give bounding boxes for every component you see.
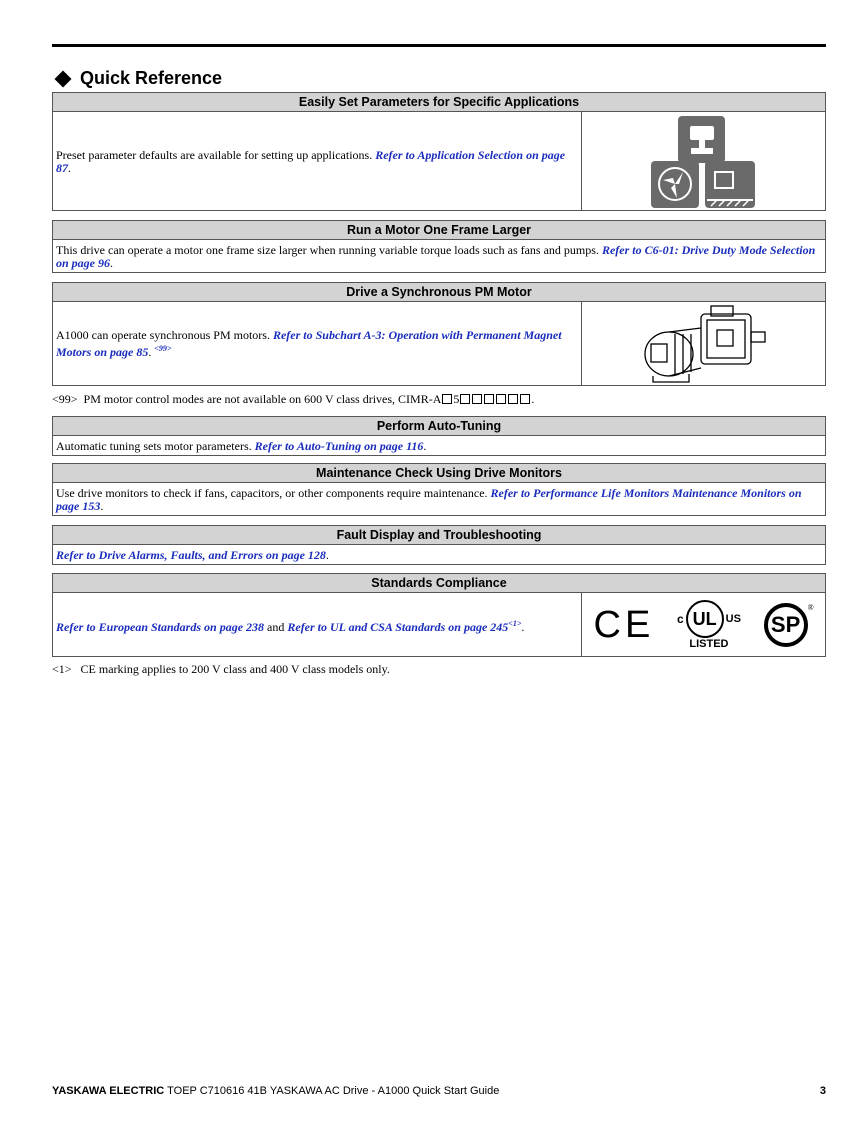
ce-mark-logo: CE [593, 603, 655, 646]
section-maintenance [52, 463, 826, 516]
footnote-99: <99> PM motor control modes are not available on 600 V class drives, CIMR-A 5 . [52, 392, 535, 406]
section-text: Automatic tuning sets motor parameters. Refer to Auto-Tuning on page 116. [56, 438, 427, 453]
page-footer [52, 1085, 826, 1097]
section-header: Perform Auto-Tuning [53, 417, 825, 436]
certification-marks [581, 593, 825, 657]
diamond-bullet-icon [55, 70, 72, 87]
link-european-standards[interactable]: Refer to European Standards on page 238 [56, 619, 265, 634]
footnote-ref-1[interactable]: <1> [508, 618, 522, 628]
page-number: 3 [819, 1085, 826, 1097]
link-pm-motor-subchart[interactable]: Refer to Subchart A-3: Operation with Permanent Magnet Motors on page 85 [56, 328, 562, 359]
section-fault-display [52, 525, 826, 565]
footer-doc: TOEP C710616 41B YASKAWA AC Drive - A1000 Quick Start Guide [164, 1085, 500, 1097]
section-text: A1000 can operate synchronous PM motors. Refer to Subchart A-3: Operation with Permanent Magnet Motors on page 85. $^{<99>}$ [56, 328, 562, 359]
section-text: Use drive monitors to check if fans, capacitors, or other components require maintenance. Refer to Performance Life Monitors Maintenance Monitors on page 153. [56, 485, 802, 513]
section-standards [52, 573, 826, 657]
section-auto-tuning [52, 416, 826, 456]
section-header: Fault Display and Troubleshooting [53, 526, 825, 545]
section-header: Maintenance Check Using Drive Monitors [53, 464, 825, 483]
footnote-1: <1> CE marking applies to 200 V class and 400 V class models only. [52, 662, 390, 676]
section-frame-larger [52, 220, 826, 273]
link-maintenance-monitors[interactable]: Refer to Performance Life Monitors Maintenance Monitors on page 153 [56, 485, 802, 513]
section-header: Easily Set Parameters for Specific Applications [53, 93, 825, 112]
link-auto-tuning[interactable]: Refer to Auto-Tuning on page 116 [254, 438, 424, 453]
section-header: Standards Compliance [53, 574, 825, 593]
section-text: Refer to European Standards on page 238 and Refer to UL and CSA Standards on page 245$^{<1>}$. [56, 618, 525, 634]
link-drive-duty-mode[interactable]: Refer to C6-01: Drive Duty Mode Selection on page 96 [56, 242, 816, 270]
top-rule [52, 44, 826, 47]
ul-listed-logo: c UL US LISTED [677, 600, 741, 650]
application-preset-icon [581, 112, 825, 211]
section-text: This drive can operate a motor one frame size larger when running variable torque loads such as fans and pumps. Refer to C6-01: Drive Duty Mode Selection on page 96. [56, 242, 816, 270]
section-header: Drive a Synchronous PM Motor [53, 283, 825, 302]
page-title: Quick Reference [52, 68, 222, 89]
footnote-ref-99[interactable]: <99> [154, 344, 172, 353]
section-pm-motor [52, 282, 826, 386]
section-header: Run a Motor One Frame Larger [53, 221, 825, 240]
pm-motor-icon [581, 302, 825, 386]
footer-brand: YASKAWA ELECTRIC [52, 1085, 165, 1097]
link-application-selection[interactable]: Refer to Application Selection on page 87 [56, 147, 566, 175]
section-app-selection [52, 92, 826, 211]
csa-logo: SP ® [764, 603, 814, 647]
link-ul-csa-standards[interactable]: Refer to UL and CSA Standards on page 245 [287, 619, 509, 634]
section-text: Preset parameter defaults are available for setting up applications. Refer to Application Selection on page 87. [56, 147, 566, 175]
section-text: Refer to Drive Alarms, Faults, and Errors on page 128. [56, 547, 329, 562]
link-alarms-faults[interactable]: Refer to Drive Alarms, Faults, and Errors on page 128 [56, 547, 326, 562]
